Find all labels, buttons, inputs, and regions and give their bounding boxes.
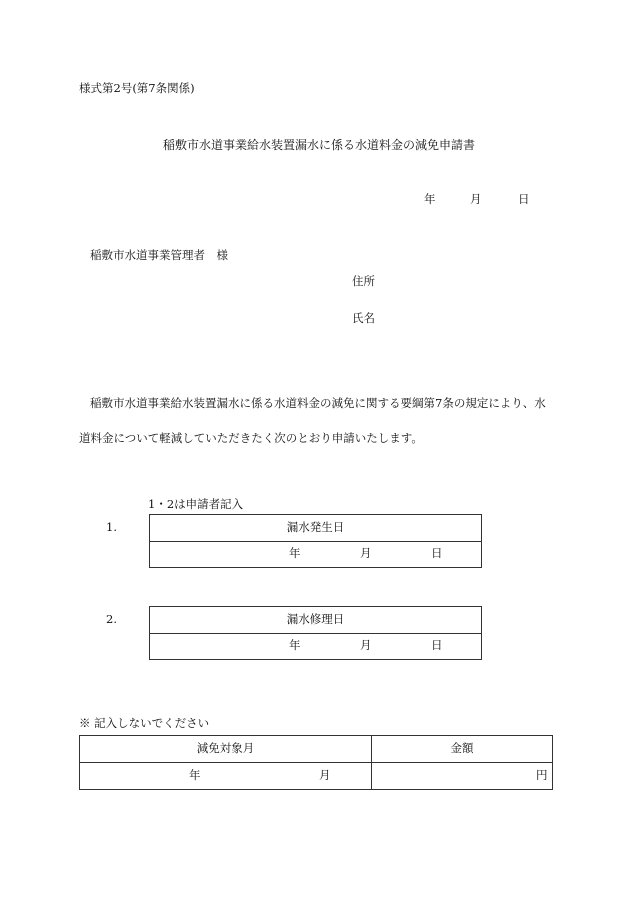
office-table: [79, 735, 553, 790]
item2-year: 年: [289, 638, 301, 652]
item2-month: 月: [360, 638, 372, 652]
office-col1-header: 減免対象月: [196, 741, 255, 755]
body-line-2: 道料金について軽減していただきたく次のとおり申請いたします。: [79, 431, 423, 445]
item1-year: 年: [289, 546, 301, 560]
item1-month: 月: [360, 546, 372, 560]
item2-table: [149, 606, 482, 660]
item1-divider: [150, 541, 481, 542]
item1-number: 1.: [106, 520, 117, 534]
office-table-row-divider: [80, 762, 552, 763]
date-year-label: 年: [424, 192, 436, 206]
date-month-label: 月: [470, 192, 482, 206]
addressee: 稲敷市水道事業管理者 様: [90, 248, 228, 262]
document-title: 稲敷市水道事業給水装置漏水に係る水道料金の減免申請書: [163, 138, 476, 152]
office-yen: 円: [536, 768, 548, 782]
date-day-label: 日: [518, 192, 530, 206]
body-line-1: 稲敷市水道事業給水装置漏水に係る水道料金の減免に関する要綱第7条の規定により、水: [90, 396, 546, 410]
form-number: 様式第2号(第7条関係): [79, 81, 195, 95]
office-month: 月: [319, 768, 331, 782]
applicant-note: 1・2は申請者記入: [148, 497, 244, 511]
office-year: 年: [189, 768, 201, 782]
item1-header: 漏水発生日: [286, 520, 345, 534]
item2-number: 2.: [106, 612, 117, 626]
item2-header: 漏水修理日: [286, 612, 345, 626]
name-label: 氏名: [352, 311, 375, 325]
item2-day: 日: [431, 638, 443, 652]
item2-divider: [150, 633, 481, 634]
item1-day: 日: [431, 546, 443, 560]
office-col2-header: 金額: [450, 741, 474, 755]
item1-table: [149, 514, 482, 568]
address-label: 住所: [352, 274, 375, 288]
office-note: ※ 記入しないでください: [79, 716, 210, 730]
